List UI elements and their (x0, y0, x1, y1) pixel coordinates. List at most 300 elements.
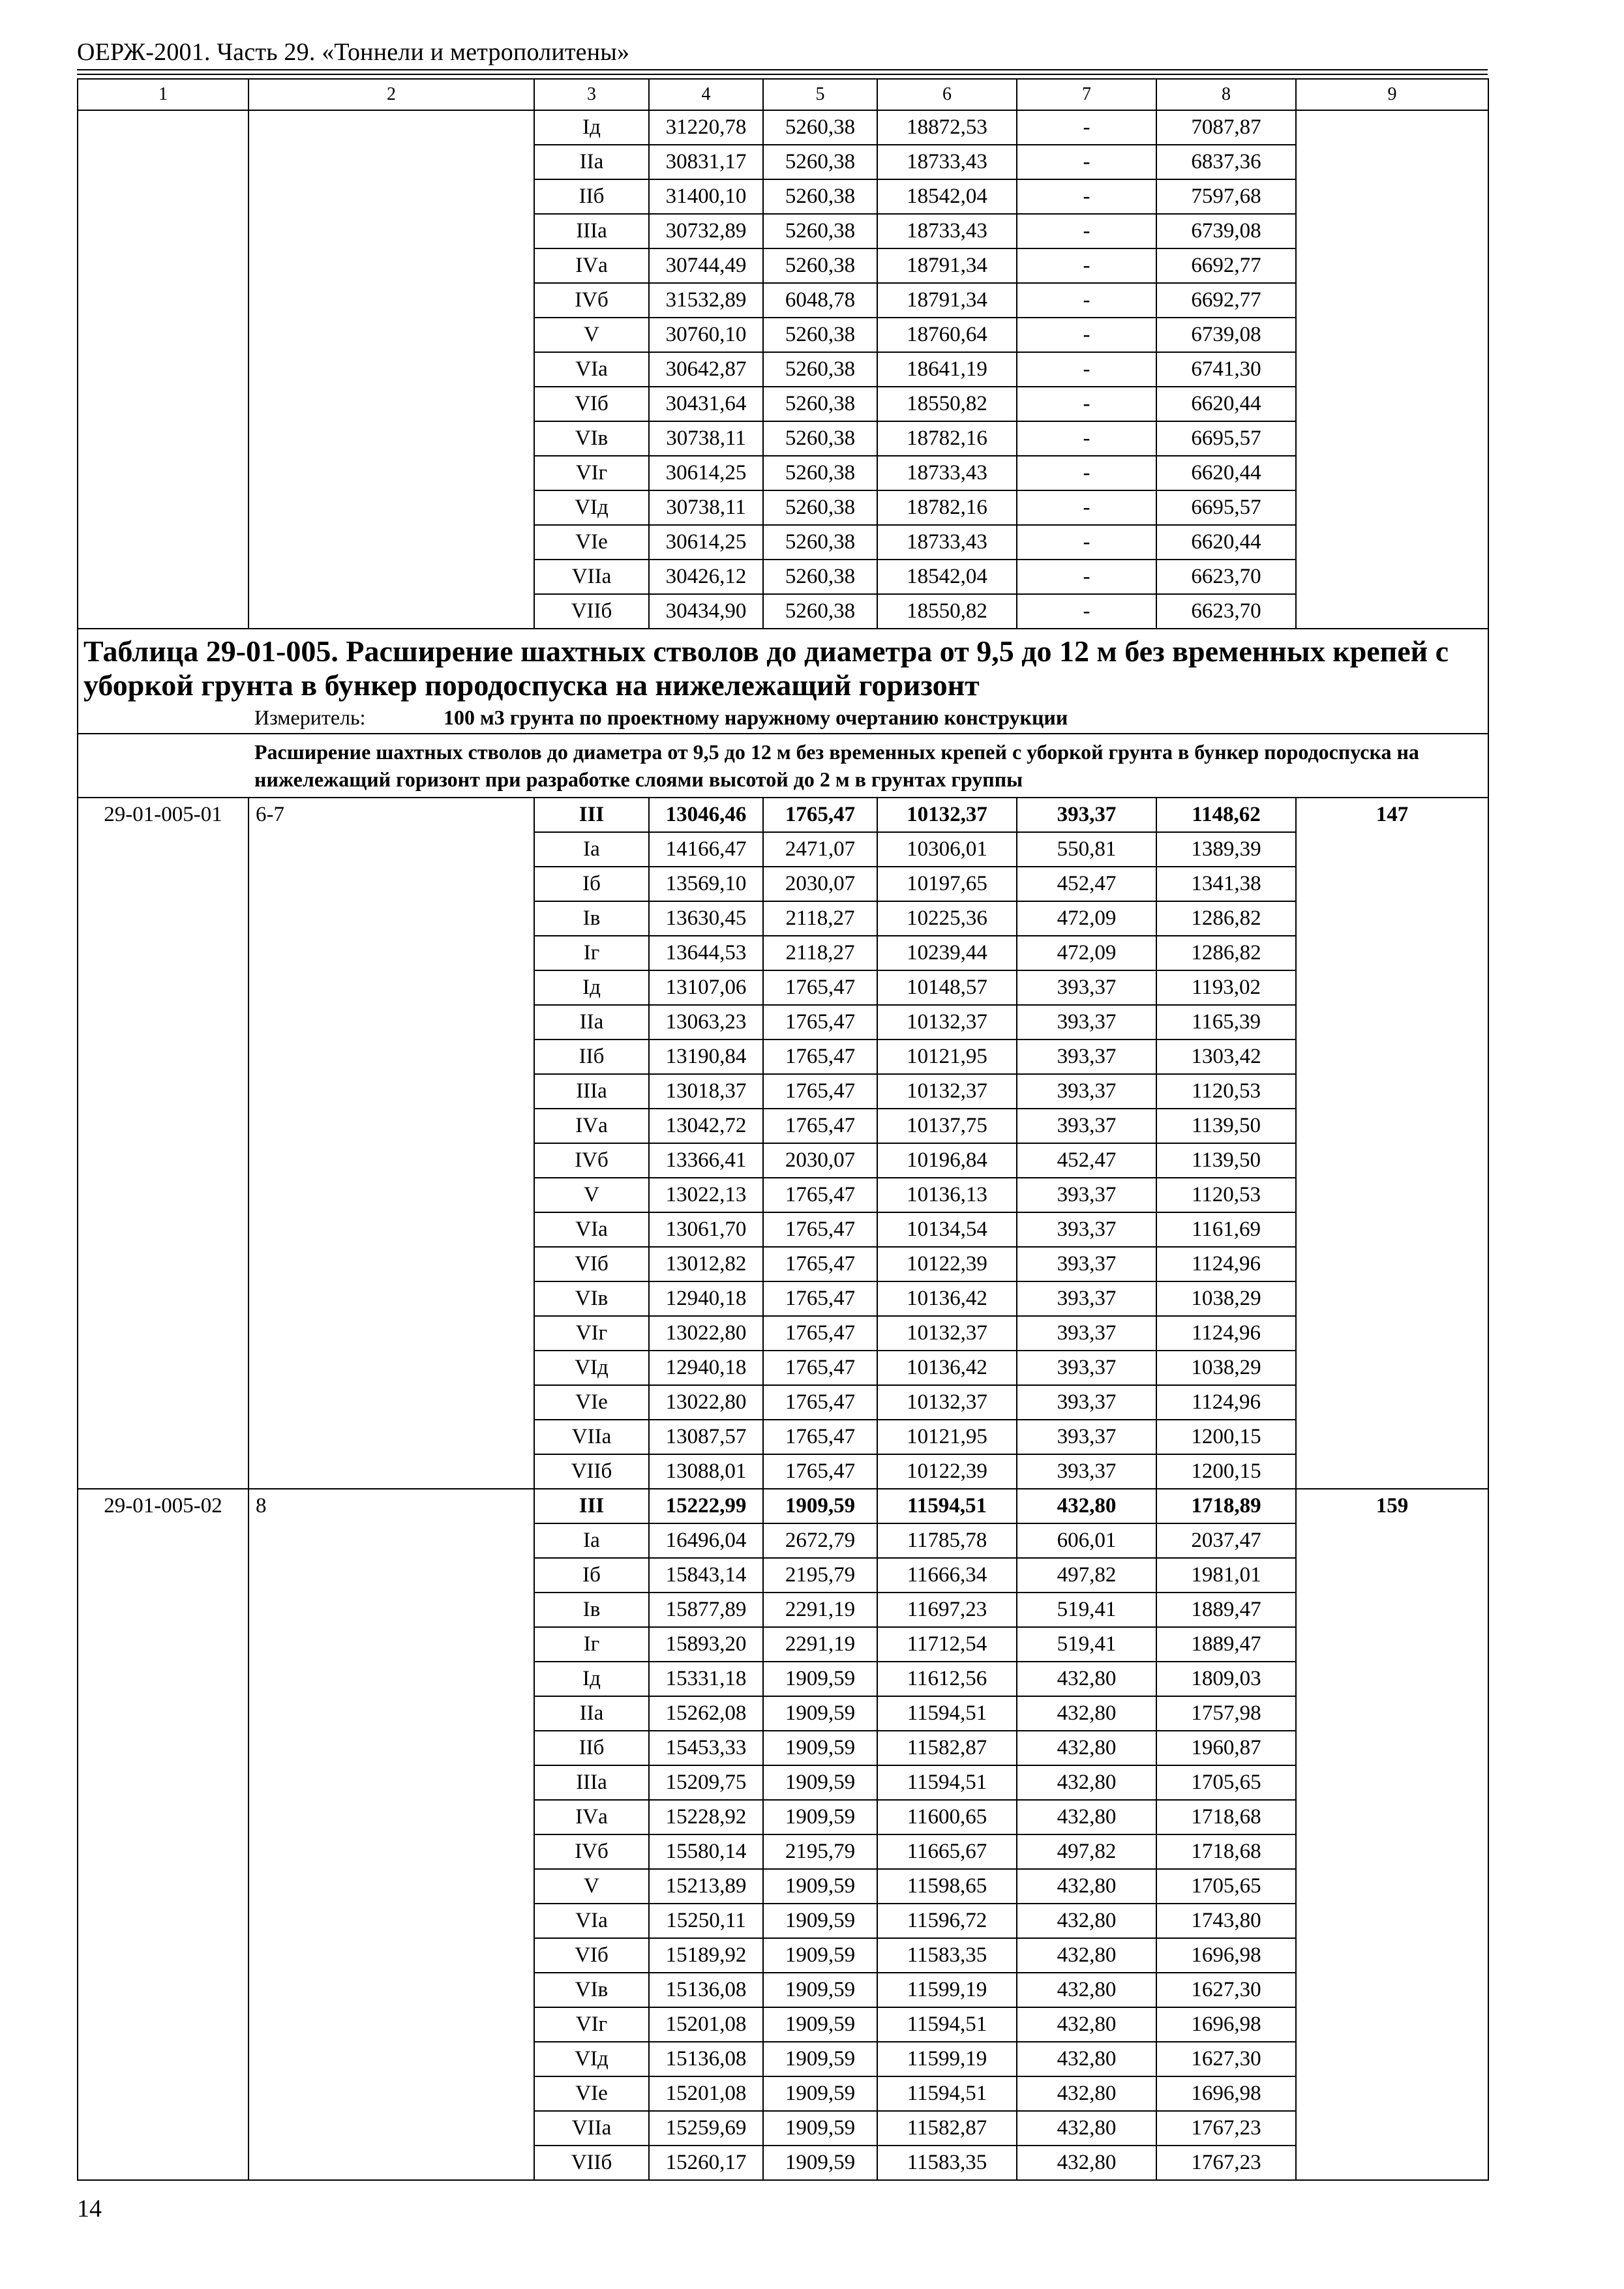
value-cell: 1909,59 (763, 2111, 877, 2146)
value-cell: 393,37 (1017, 798, 1156, 832)
value-cell: - (1017, 283, 1156, 318)
value-cell: 10122,39 (877, 1454, 1017, 1489)
value-cell: VIд (534, 1351, 649, 1385)
value-cell: 18733,43 (877, 456, 1017, 490)
value-cell: 10306,01 (877, 832, 1017, 867)
value-cell: 5260,38 (763, 387, 877, 421)
value-cell: 472,09 (1017, 901, 1156, 936)
value-cell: - (1017, 179, 1156, 214)
column-number: 3 (534, 79, 649, 110)
value-cell: VIб (534, 1247, 649, 1281)
value-cell: 6695,57 (1156, 421, 1296, 456)
value-cell: 11599,19 (877, 1973, 1017, 2007)
value-cell: 6620,44 (1156, 387, 1296, 421)
rate-code: 29-01-005-01 (78, 798, 248, 1489)
value-cell: IIб (534, 1040, 649, 1074)
value-cell: 31532,89 (649, 283, 763, 318)
value-cell: 11785,78 (877, 1523, 1017, 1558)
value-cell: 18550,82 (877, 594, 1017, 629)
value-cell: VIа (534, 1212, 649, 1247)
value-cell: 6692,77 (1156, 248, 1296, 283)
value-cell: 10148,57 (877, 970, 1017, 1005)
value-cell: 1765,47 (763, 1281, 877, 1316)
value-cell: 393,37 (1017, 1454, 1156, 1489)
value-cell: V (534, 1869, 649, 1904)
value-cell: 497,82 (1017, 1834, 1156, 1869)
value-cell: 1139,50 (1156, 1143, 1296, 1178)
value-cell: 7087,87 (1156, 110, 1296, 145)
value-cell: 1200,15 (1156, 1420, 1296, 1454)
value-cell: 1765,47 (763, 1385, 877, 1420)
value-cell: 15136,08 (649, 1973, 763, 2007)
value-cell: 6623,70 (1156, 594, 1296, 629)
value-cell: - (1017, 318, 1156, 352)
value-cell: 30744,49 (649, 248, 763, 283)
value-cell: - (1017, 421, 1156, 456)
header-rule-top (77, 69, 1488, 70)
value-cell: 432,80 (1017, 2076, 1156, 2111)
value-cell: VIа (534, 1904, 649, 1938)
value-cell: VIе (534, 525, 649, 560)
value-cell: 432,80 (1017, 2111, 1156, 2146)
value-cell: Iа (534, 1523, 649, 1558)
value-cell: 11665,67 (877, 1834, 1017, 1869)
value-cell: IIб (534, 1731, 649, 1765)
value-cell: VIв (534, 421, 649, 456)
value-cell: 1767,23 (1156, 2146, 1296, 2180)
value-cell: 5260,38 (763, 525, 877, 560)
value-cell: 472,09 (1017, 936, 1156, 970)
value-cell: 432,80 (1017, 1489, 1156, 1523)
value-cell: 11596,72 (877, 1904, 1017, 1938)
value-cell: Iг (534, 1627, 649, 1662)
value-cell: 1765,47 (763, 1074, 877, 1109)
value-cell: 432,80 (1017, 1800, 1156, 1834)
value-cell: IIа (534, 1696, 649, 1731)
value-cell: 18641,19 (877, 352, 1017, 387)
value-cell: 13087,57 (649, 1420, 763, 1454)
value-cell: 13644,53 (649, 936, 763, 970)
value-cell: 18782,16 (877, 490, 1017, 525)
value-cell: 15262,08 (649, 1696, 763, 1731)
value-cell: 30760,10 (649, 318, 763, 352)
value-cell: 13022,80 (649, 1316, 763, 1351)
value-cell: 1809,03 (1156, 1662, 1296, 1696)
value-cell: 31400,10 (649, 179, 763, 214)
value-cell: VIг (534, 1316, 649, 1351)
value-cell: 1148,62 (1156, 798, 1296, 832)
value-cell: 11583,35 (877, 1938, 1017, 1973)
value-cell: 1743,80 (1156, 1904, 1296, 1938)
value-cell: 10132,37 (877, 1005, 1017, 1040)
value-cell: 497,82 (1017, 1558, 1156, 1593)
value-cell: 10121,95 (877, 1420, 1017, 1454)
value-cell: 2030,07 (763, 1143, 877, 1178)
value-cell: 11594,51 (877, 2007, 1017, 2042)
value-cell: 11582,87 (877, 2111, 1017, 2146)
value-cell: 1038,29 (1156, 1281, 1296, 1316)
value-cell: 12940,18 (649, 1351, 763, 1385)
value-cell: 1139,50 (1156, 1109, 1296, 1143)
value-cell: 15843,14 (649, 1558, 763, 1593)
value-cell: 1389,39 (1156, 832, 1296, 867)
value-cell: 1757,98 (1156, 1696, 1296, 1731)
value-cell: 2672,79 (763, 1523, 877, 1558)
value-cell: Iд (534, 110, 649, 145)
value-cell: 1718,68 (1156, 1800, 1296, 1834)
value-cell: 18760,64 (877, 318, 1017, 352)
value-cell: VIIб (534, 1454, 649, 1489)
value-cell: VIIа (534, 2111, 649, 2146)
value-cell: 1765,47 (763, 798, 877, 832)
value-cell: 11666,34 (877, 1558, 1017, 1593)
value-cell: VIIб (534, 2146, 649, 2180)
column-number: 7 (1017, 79, 1156, 110)
value-cell: IIа (534, 1005, 649, 1040)
value-cell: VIа (534, 352, 649, 387)
value-cell: 30738,11 (649, 490, 763, 525)
value-cell: V (534, 318, 649, 352)
value-cell: 10132,37 (877, 798, 1017, 832)
value-cell: 13107,06 (649, 970, 763, 1005)
value-cell: V (534, 1178, 649, 1212)
value-cell: 18542,04 (877, 179, 1017, 214)
column-number: 2 (248, 79, 534, 110)
value-cell: IIIа (534, 1074, 649, 1109)
value-cell: 432,80 (1017, 2042, 1156, 2076)
value-cell: 11594,51 (877, 1765, 1017, 1800)
column-number: 8 (1156, 79, 1296, 110)
value-cell: 393,37 (1017, 1212, 1156, 1247)
header-rule-bottom (77, 74, 1488, 75)
value-cell: 18542,04 (877, 560, 1017, 594)
value-cell: 1200,15 (1156, 1454, 1296, 1489)
value-cell: VIг (534, 2007, 649, 2042)
value-cell: 1705,65 (1156, 1765, 1296, 1800)
value-cell: 10225,36 (877, 901, 1017, 936)
value-cell: Iд (534, 1662, 649, 1696)
value-cell: Iа (534, 832, 649, 867)
value-cell: 1120,53 (1156, 1074, 1296, 1109)
value-cell: 15893,20 (649, 1627, 763, 1662)
value-cell: IIIа (534, 1765, 649, 1800)
value-cell: 15250,11 (649, 1904, 763, 1938)
soil-group: 6-7 (248, 798, 534, 1489)
value-cell: 10136,42 (877, 1351, 1017, 1385)
value-cell: 519,41 (1017, 1627, 1156, 1662)
value-cell: IVб (534, 283, 649, 318)
value-cell: 393,37 (1017, 1074, 1156, 1109)
value-cell: 550,81 (1017, 832, 1156, 867)
value-cell: 1718,89 (1156, 1489, 1296, 1523)
value-cell: 18791,34 (877, 248, 1017, 283)
value-cell: 18872,53 (877, 110, 1017, 145)
value-cell: 10239,44 (877, 936, 1017, 970)
value-cell: 6048,78 (763, 283, 877, 318)
value-cell: 1696,98 (1156, 2007, 1296, 2042)
value-cell: 393,37 (1017, 1178, 1156, 1212)
value-cell: Iв (534, 901, 649, 936)
value-cell: 432,80 (1017, 1869, 1156, 1904)
value-cell: 15260,17 (649, 2146, 763, 2180)
value-cell: 10196,84 (877, 1143, 1017, 1178)
value-cell: 10132,37 (877, 1385, 1017, 1420)
value-cell: 1765,47 (763, 1212, 877, 1247)
value-cell: 1909,59 (763, 1696, 877, 1731)
soil-group: 8 (248, 1489, 534, 2180)
value-cell: 432,80 (1017, 1731, 1156, 1765)
value-cell: 1909,59 (763, 1765, 877, 1800)
value-cell: 13366,41 (649, 1143, 763, 1178)
value-cell: 1765,47 (763, 970, 877, 1005)
value-cell: 15228,92 (649, 1800, 763, 1834)
value-cell: 5260,38 (763, 490, 877, 525)
value-cell: 432,80 (1017, 1765, 1156, 1800)
value-cell: 15222,99 (649, 1489, 763, 1523)
value-cell: 13012,82 (649, 1247, 763, 1281)
value-cell: 30431,64 (649, 387, 763, 421)
value-cell: IVа (534, 248, 649, 283)
value-cell: 13063,23 (649, 1005, 763, 1040)
value-cell: 1909,59 (763, 1973, 877, 2007)
value-cell: VIв (534, 1973, 649, 2007)
value-cell: 15201,08 (649, 2076, 763, 2111)
column-number: 9 (1296, 79, 1488, 110)
value-cell: 5260,38 (763, 560, 877, 594)
value-cell: 5260,38 (763, 456, 877, 490)
column-number-row (78, 79, 1488, 110)
value-cell: IIа (534, 145, 649, 179)
value-cell: 452,47 (1017, 1143, 1156, 1178)
value-cell: 1909,59 (763, 1938, 877, 1973)
value-cell: 1889,47 (1156, 1627, 1296, 1662)
value-cell: 1765,47 (763, 1109, 877, 1143)
value-cell: - (1017, 248, 1156, 283)
value-cell: 1696,98 (1156, 1938, 1296, 1973)
value-cell: 1120,53 (1156, 1178, 1296, 1212)
value-cell: 2037,47 (1156, 1523, 1296, 1558)
value-cell: 6739,08 (1156, 214, 1296, 248)
table-row (78, 798, 1488, 832)
value-cell: 16496,04 (649, 1523, 763, 1558)
value-cell: - (1017, 145, 1156, 179)
value-cell: - (1017, 214, 1156, 248)
value-cell: 10197,65 (877, 867, 1017, 901)
value-cell: 2118,27 (763, 901, 877, 936)
column-number: 1 (78, 79, 248, 110)
value-cell: 13061,70 (649, 1212, 763, 1247)
rates-table (77, 78, 1489, 2181)
value-cell: 18733,43 (877, 214, 1017, 248)
value-cell: 15877,89 (649, 1593, 763, 1627)
value-cell: 30642,87 (649, 352, 763, 387)
page-number: 14 (77, 2195, 102, 2222)
value-cell: 1696,98 (1156, 2076, 1296, 2111)
value-cell: 432,80 (1017, 2007, 1156, 2042)
value-cell: 5260,38 (763, 145, 877, 179)
value-cell: 13022,80 (649, 1385, 763, 1420)
measurer-value: 100 м3 грунта по проектному наружному очертанию конструкции (444, 706, 1068, 729)
value-cell: 30732,89 (649, 214, 763, 248)
value-cell: 31220,78 (649, 110, 763, 145)
value-cell: 6695,57 (1156, 490, 1296, 525)
value-cell: 14166,47 (649, 832, 763, 867)
value-cell: 15453,33 (649, 1731, 763, 1765)
value-cell: 1909,59 (763, 2076, 877, 2111)
value-cell: 1627,30 (1156, 2042, 1296, 2076)
soil-cell-empty (248, 110, 534, 629)
value-cell: VIIб (534, 594, 649, 629)
value-cell: 6692,77 (1156, 283, 1296, 318)
measurer-label: Измеритель: (254, 706, 366, 729)
value-cell: 10136,13 (877, 1178, 1017, 1212)
value-cell: 432,80 (1017, 2146, 1156, 2180)
value-cell: 18791,34 (877, 283, 1017, 318)
value-cell: 1909,59 (763, 1800, 877, 1834)
value-cell: 432,80 (1017, 1662, 1156, 1696)
value-cell: 1981,01 (1156, 1558, 1296, 1593)
value-cell: 30831,17 (649, 145, 763, 179)
labor-cost: 147 (1296, 798, 1488, 1489)
value-cell: 15580,14 (649, 1834, 763, 1869)
value-cell: 432,80 (1017, 1938, 1156, 1973)
value-cell: 1161,69 (1156, 1212, 1296, 1247)
value-cell: 6739,08 (1156, 318, 1296, 352)
value-cell: 1165,39 (1156, 1005, 1296, 1040)
value-cell: 15136,08 (649, 2042, 763, 2076)
value-cell: 393,37 (1017, 1316, 1156, 1351)
value-cell: 15201,08 (649, 2007, 763, 2042)
value-cell: 11594,51 (877, 1696, 1017, 1731)
value-cell: - (1017, 594, 1156, 629)
value-cell: 1767,23 (1156, 2111, 1296, 2146)
value-cell: 5260,38 (763, 214, 877, 248)
value-cell: Iд (534, 970, 649, 1005)
value-cell: - (1017, 525, 1156, 560)
value-cell: - (1017, 456, 1156, 490)
value-cell: 2291,19 (763, 1627, 877, 1662)
value-cell: IIб (534, 179, 649, 214)
value-cell: 1765,47 (763, 1178, 877, 1212)
value-cell: IVб (534, 1834, 649, 1869)
value-cell: 15331,18 (649, 1662, 763, 1696)
value-cell: 10137,75 (877, 1109, 1017, 1143)
value-cell: 5260,38 (763, 179, 877, 214)
page-header-title: ОЕРЖ-2001. Часть 29. «Тоннели и метрополитены» (77, 38, 630, 66)
value-cell: Iб (534, 867, 649, 901)
value-cell: 10132,37 (877, 1316, 1017, 1351)
table-title-row (78, 629, 1488, 702)
value-cell: 1909,59 (763, 2007, 877, 2042)
value-cell: 1193,02 (1156, 970, 1296, 1005)
table-row (78, 1489, 1488, 1523)
value-cell: 11599,19 (877, 2042, 1017, 2076)
rate-code: 29-01-005-02 (78, 1489, 248, 2180)
value-cell: 1909,59 (763, 1489, 877, 1523)
value-cell: 11594,51 (877, 1489, 1017, 1523)
value-cell: 18733,43 (877, 525, 1017, 560)
value-cell: 432,80 (1017, 1904, 1156, 1938)
value-cell: 10132,37 (877, 1074, 1017, 1109)
value-cell: 5260,38 (763, 594, 877, 629)
value-cell: VIв (534, 1281, 649, 1316)
value-cell: 432,80 (1017, 1973, 1156, 2007)
value-cell: - (1017, 387, 1156, 421)
measurer-row (78, 702, 1488, 734)
value-cell: 15213,89 (649, 1869, 763, 1904)
value-cell: 2195,79 (763, 1834, 877, 1869)
value-cell: 393,37 (1017, 1385, 1156, 1420)
value-cell: 12940,18 (649, 1281, 763, 1316)
value-cell: 13190,84 (649, 1040, 763, 1074)
value-cell: - (1017, 352, 1156, 387)
value-cell: 1303,42 (1156, 1040, 1296, 1074)
value-cell: Iв (534, 1593, 649, 1627)
value-cell: VIб (534, 1938, 649, 1973)
value-cell: VIд (534, 490, 649, 525)
value-cell: III (534, 1489, 649, 1523)
value-cell: IVб (534, 1143, 649, 1178)
value-cell: 13630,45 (649, 901, 763, 936)
value-cell: 1909,59 (763, 1662, 877, 1696)
value-cell: 15209,75 (649, 1765, 763, 1800)
column-number: 5 (763, 79, 877, 110)
value-cell: IVа (534, 1800, 649, 1834)
table-title: Таблица 29-01-005. Расширение шахтных стволов до диаметра от 9,5 до 12 м без временных крепей с уборкой грунта в бункер породоспуска на нижележащий горизонт (78, 629, 1488, 702)
value-cell: 1909,59 (763, 2146, 877, 2180)
value-cell: 6623,70 (1156, 560, 1296, 594)
value-cell: 1909,59 (763, 1731, 877, 1765)
value-cell: 11594,51 (877, 2076, 1017, 2111)
value-cell: VIе (534, 1385, 649, 1420)
value-cell: 1124,96 (1156, 1316, 1296, 1351)
column-number: 6 (877, 79, 1017, 110)
measurer (78, 702, 1488, 734)
labor-cost: 159 (1296, 1489, 1488, 2180)
value-cell: 13022,13 (649, 1178, 763, 1212)
value-cell: 393,37 (1017, 1351, 1156, 1385)
value-cell: 18782,16 (877, 421, 1017, 456)
value-cell: Iг (534, 936, 649, 970)
value-cell: 1909,59 (763, 1904, 877, 1938)
value-cell: 1718,68 (1156, 1834, 1296, 1869)
value-cell: VIб (534, 387, 649, 421)
value-cell: 432,80 (1017, 1696, 1156, 1731)
value-cell: 18550,82 (877, 387, 1017, 421)
value-cell: 10136,42 (877, 1281, 1017, 1316)
value-cell: 1286,82 (1156, 901, 1296, 936)
value-cell: 11712,54 (877, 1627, 1017, 1662)
value-cell: VIе (534, 2076, 649, 2111)
value-cell: 13018,37 (649, 1074, 763, 1109)
value-cell: VIд (534, 2042, 649, 2076)
value-cell: 2195,79 (763, 1558, 877, 1593)
value-cell: 6741,30 (1156, 352, 1296, 387)
code-cell-empty (78, 110, 248, 629)
value-cell: 15189,92 (649, 1938, 763, 1973)
value-cell: 1038,29 (1156, 1351, 1296, 1385)
value-cell: 1909,59 (763, 1869, 877, 1904)
value-cell: III (534, 798, 649, 832)
value-cell: 2471,07 (763, 832, 877, 867)
value-cell: 452,47 (1017, 867, 1156, 901)
value-cell: 393,37 (1017, 1005, 1156, 1040)
subtitle-row (78, 734, 1488, 798)
value-cell: 6837,36 (1156, 145, 1296, 179)
value-cell: 519,41 (1017, 1593, 1156, 1627)
value-cell: 2118,27 (763, 936, 877, 970)
value-cell: 5260,38 (763, 248, 877, 283)
